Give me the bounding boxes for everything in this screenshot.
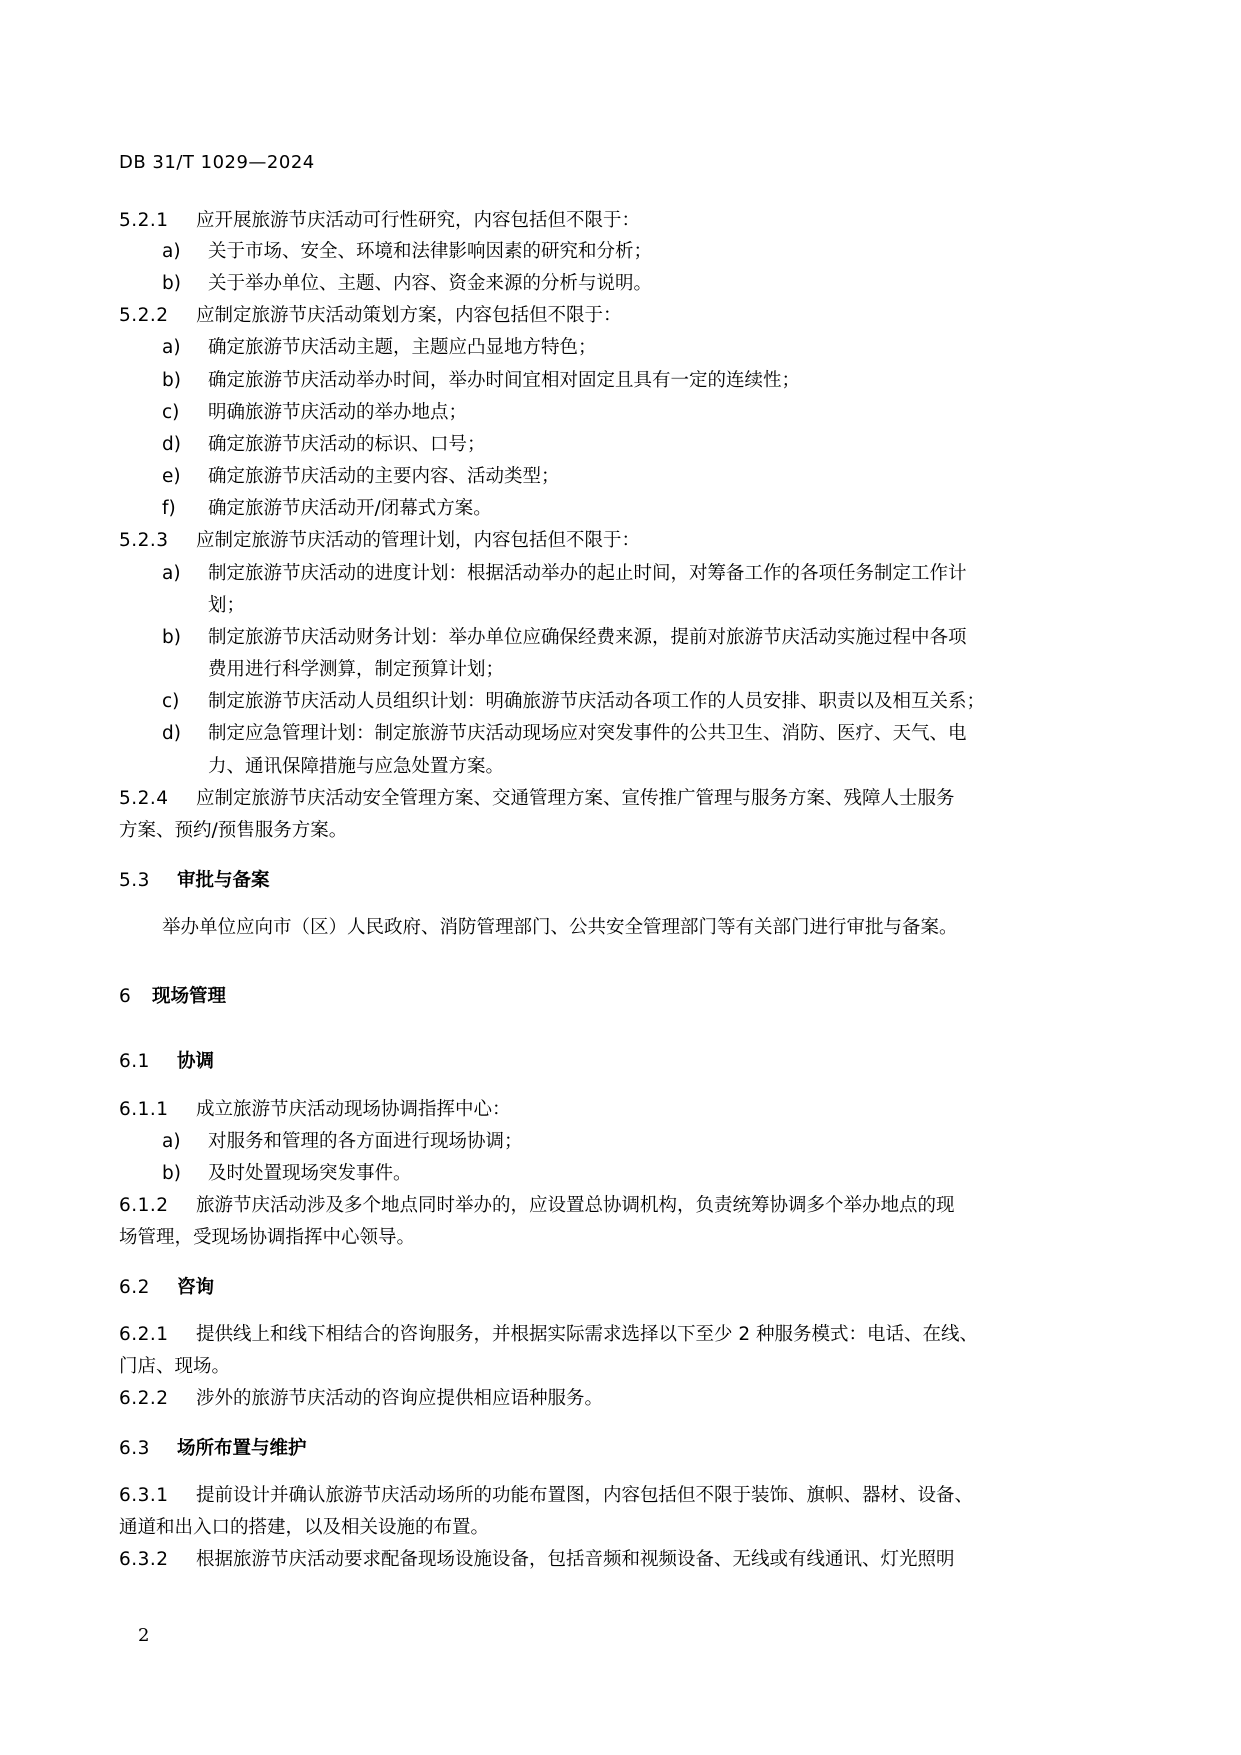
list-item-text: 确定旅游节庆活动的标识、口号； [208,434,486,455]
list-item-continuation: 费用进行科学测算，制定预算计划； [208,659,505,680]
clause-5-2-2 [119,304,622,328]
list-marker: b) [162,627,181,648]
clause-text: 应开展旅游节庆活动可行性研究，内容包括但不限于： [196,210,641,231]
list-marker: b) [162,273,181,294]
list-item-text: 确定旅游节庆活动的主要内容、活动类型； [208,466,560,487]
clause-5-2-3 [119,529,640,553]
clause-number: 6.2.2 [119,1388,169,1409]
list-item [162,401,467,425]
clause-text: 成立旅游节庆活动现场协调指挥中心： [196,1099,511,1120]
list-item [162,336,597,360]
clause-number: 5.2.3 [119,530,169,551]
list-marker: a) [162,337,181,358]
clause-number: 5.2.2 [119,305,169,326]
list-marker: b) [162,1163,181,1184]
list-item [162,1130,523,1154]
section-heading-6-3 [119,1437,307,1461]
section-title: 咨询 [177,1277,215,1298]
list-marker: f) [162,498,176,519]
list-item-text: 制定应急管理计划：制定旅游节庆活动现场应对突发事件的公共卫生、消防、医疗、天气、电 [208,723,967,744]
list-marker: d) [162,434,181,455]
clause-6-2-2 [119,1387,603,1411]
chapter-heading-6 [119,985,226,1009]
page-header: DB 31/T 1029—2024 [119,152,315,173]
clause-number: 6.3.1 [119,1485,169,1506]
list-item [162,690,985,714]
list-marker: a) [162,563,181,584]
list-marker: d) [162,723,181,744]
list-marker: a) [162,241,181,262]
clause-continuation: 方案、预约/预售服务方案。 [119,820,348,841]
clause-text: 应制定旅游节庆活动策划方案，内容包括但不限于： [196,305,622,326]
clause-6-3-1 [119,1484,973,1508]
list-item [162,240,652,264]
list-item [162,562,967,586]
list-item-text: 关于举办单位、主题、内容、资金来源的分析与说明。 [208,273,653,294]
clause-number: 6.1.2 [119,1195,169,1216]
clause-number: 5.2.1 [119,210,169,231]
clause-number: 6.2.1 [119,1324,169,1345]
list-item-continuation: 划； [208,595,246,616]
list-item-text: 制定旅游节庆活动人员组织计划：明确旅游节庆活动各项工作的人员安排、职责以及相互关系； [208,691,986,712]
clause-5-2-4 [119,787,955,811]
chapter-title: 现场管理 [152,986,227,1007]
clause-6-1-2 [119,1194,955,1218]
list-marker: c) [162,691,180,712]
list-item [162,433,486,457]
list-marker: b) [162,370,181,391]
clause-text: 提前设计并确认旅游节庆活动场所的功能布置图，内容包括但不限于装饰、旗帜、器材、设备、 [196,1485,974,1506]
clause-text: 涉外的旅游节庆活动的咨询应提供相应语种服务。 [196,1388,604,1409]
list-item [162,626,967,650]
section-number: 6.2 [119,1277,150,1298]
section-heading-5-3 [119,869,270,893]
list-item-text: 确定旅游节庆活动举办时间，举办时间宜相对固定且具有一定的连续性； [208,370,801,391]
list-item [162,722,967,746]
chapter-number: 6 [119,986,132,1007]
clause-text: 提供线上和线下相结合的咨询服务，并根据实际需求选择以下至少 2 种服务模式：电话、在线、 [196,1324,979,1345]
clause-text: 旅游节庆活动涉及多个地点同时举办的，应设置总协调机构，负责统筹协调多个举办地点的现 [196,1195,955,1216]
list-item-text: 制定旅游节庆活动财务计划：举办单位应确保经费来源，提前对旅游节庆活动实施过程中各项 [208,627,967,648]
list-item-text: 关于市场、安全、环境和法律影响因素的研究和分析； [208,241,653,262]
clause-continuation: 门店、现场。 [119,1356,231,1377]
list-item [162,497,492,521]
clause-6-3-2 [119,1548,955,1572]
list-item [162,272,652,296]
list-item [162,465,560,489]
clause-text: 根据旅游节庆活动要求配备现场设施设备，包括音频和视频设备、无线或有线通讯、灯光照明 [196,1549,955,1570]
list-item-text: 明确旅游节庆活动的举办地点； [208,402,468,423]
clause-continuation: 通道和出入口的搭建，以及相关设施的布置。 [119,1517,490,1538]
page-number: 2 [138,1625,150,1646]
list-item-text: 确定旅游节庆活动主题，主题应凸显地方特色； [208,337,597,358]
section-number: 5.3 [119,870,150,891]
list-item-text: 对服务和管理的各方面进行现场协调； [208,1131,523,1152]
list-item [162,1162,412,1186]
list-marker: a) [162,1131,181,1152]
section-title: 协调 [177,1051,215,1072]
list-marker: c) [162,402,180,423]
clause-6-1-1 [119,1098,511,1122]
list-marker: e) [162,466,181,487]
clause-6-2-1 [119,1323,978,1347]
clause-number: 6.3.2 [119,1549,169,1570]
section-heading-6-1 [119,1050,214,1074]
list-item-text: 确定旅游节庆活动开/闭幕式方案。 [208,498,492,519]
section-heading-6-2 [119,1276,214,1300]
clause-continuation: 场管理，受现场协调指挥中心领导。 [119,1227,416,1248]
paragraph: 举办单位应向市（区）人民政府、消防管理部门、公共安全管理部门等有关部门进行审批与备案。 [162,917,958,938]
clause-text: 应制定旅游节庆活动的管理计划，内容包括但不限于： [196,530,641,551]
list-item [162,369,800,393]
clause-number: 6.1.1 [119,1099,169,1120]
section-number: 6.3 [119,1438,150,1459]
list-item-text: 制定旅游节庆活动的进度计划：根据活动举办的起止时间，对筹备工作的各项任务制定工作计 [208,563,967,584]
clause-text: 应制定旅游节庆活动安全管理方案、交通管理方案、宣传推广管理与服务方案、残障人士服务 [196,788,955,809]
clause-5-2-1 [119,209,640,233]
section-number: 6.1 [119,1051,150,1072]
list-item-continuation: 力、通讯保障措施与应急处置方案。 [208,756,505,777]
list-item-text: 及时处置现场突发事件。 [208,1163,412,1184]
section-title: 场所布置与维护 [177,1438,307,1459]
clause-number: 5.2.4 [119,788,169,809]
section-title: 审批与备案 [177,870,270,891]
